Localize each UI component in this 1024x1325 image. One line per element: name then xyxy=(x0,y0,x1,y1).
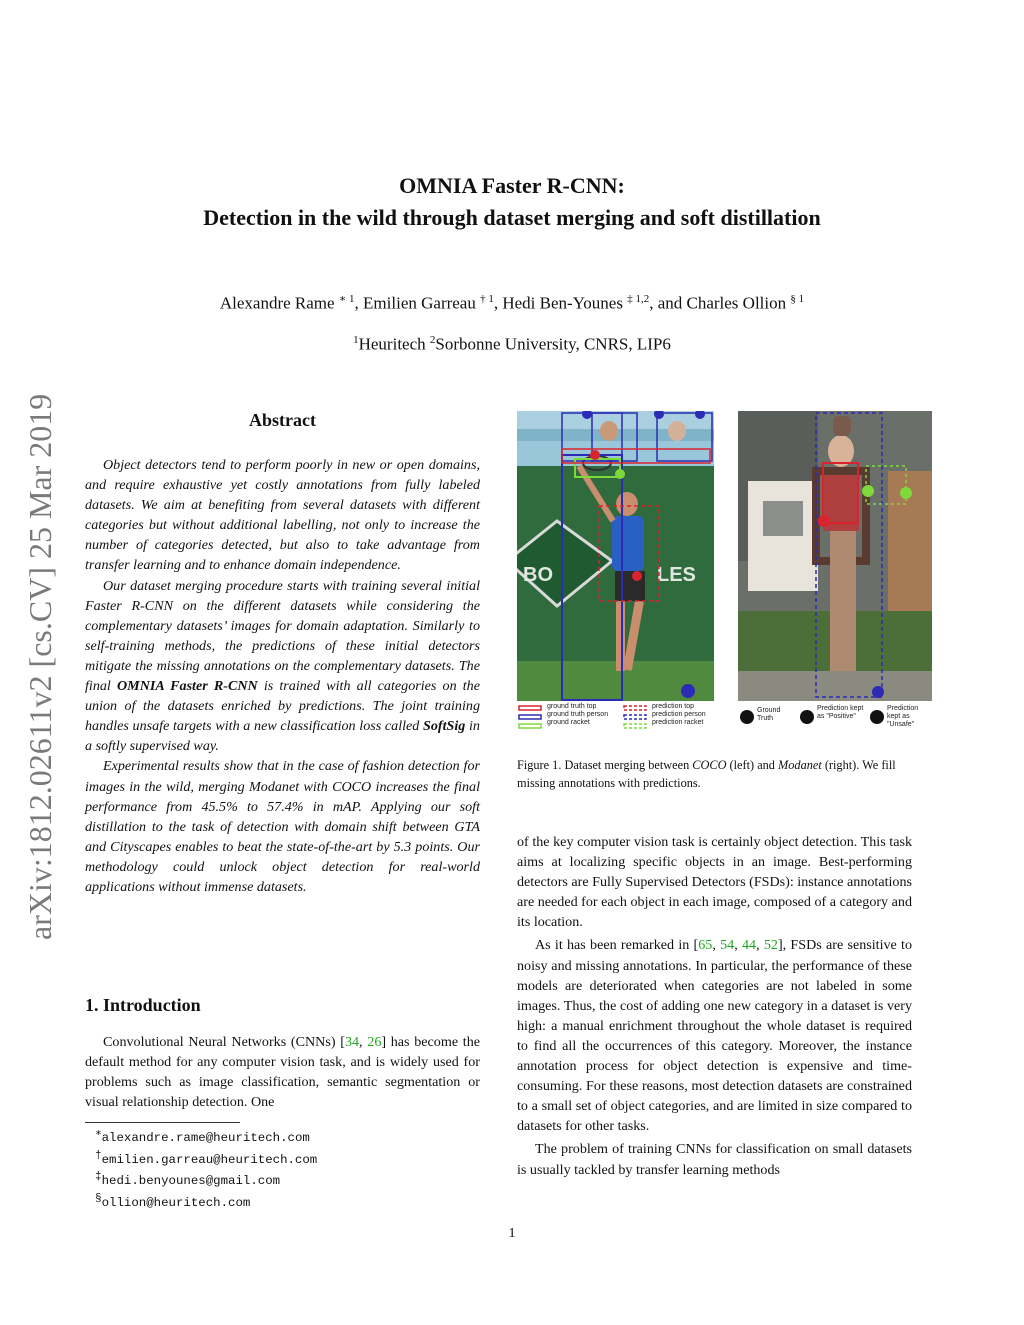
abstract-paragraph-3: Experimental results show that in the case of fashion detection for images in the wild, merging Modanet with COCO increases the final performance from 45.5% to 57.4% in mAP. Applying our soft distillation to the task of detection with domain shift between GTA and Cityscapes enables to beat the state-of-the-art by 5.3 points. Our methodology could unlock object detection for real-world applications without immense datasets. xyxy=(85,758,480,895)
arxiv-stamp: arXiv:1812.02611v2 [cs.CV] 25 Mar 2019 xyxy=(22,393,58,940)
intro-paragraph-1 xyxy=(85,1032,480,1112)
figure-caption xyxy=(517,757,912,792)
citation-link[interactable]: 44 xyxy=(742,937,757,954)
paper-title xyxy=(0,170,1024,234)
italic-run: Modanet xyxy=(778,758,822,772)
legend-label: prediction top xyxy=(652,703,695,710)
author-name: Charles Ollion xyxy=(686,293,787,313)
abstract-paragraph-1: Object detectors tend to perform poorly in new or open domains, and require exhaustive yet costly annotations from fully labeled datasets. We aim at benefiting from several datasets with different categories but without additional labelling, not only to increase the number of categories detected, but also to take advantage from transfer learning and to enhance domain independence. xyxy=(85,457,480,574)
citation-link[interactable]: 65 xyxy=(698,937,713,954)
svg-text:BO: BO xyxy=(523,564,553,586)
figure-image-modanet xyxy=(738,411,932,701)
text-run: , xyxy=(359,1034,368,1050)
footnotes xyxy=(95,1126,317,1213)
text-run: ], FSDs are sensitive to noisy and missing annotations. In particular, the performance of these models are deteriorated when categories are not labeled in some images. Thus, the cost of adding one new category in a dataset is very high: a manual enrichment throughout the whole dataset is required to find all the occurrences of this category. Moreover, the instance annotation process for object detection is expensive and time-consuming. For these reasons, most detection datasets are constrained to a small set of object categories, and are limited in size compared to datasets for other tasks. xyxy=(517,937,913,1135)
figure-legend xyxy=(517,703,932,735)
affiliations xyxy=(0,327,1024,358)
modanet-fashion-photo xyxy=(738,411,932,701)
citation-link[interactable]: 26 xyxy=(367,1034,382,1050)
legend-label: ground truth top xyxy=(547,703,597,710)
figure-image-coco xyxy=(517,411,714,701)
footnote xyxy=(95,1191,317,1213)
legend-ground-truth-group xyxy=(547,703,608,727)
footnote xyxy=(95,1126,317,1148)
footnote-text: ollion@heuritech.com xyxy=(101,1196,251,1210)
abstract-heading: Abstract xyxy=(249,410,316,430)
footnote-text: alexandre.rame@heuritech.com xyxy=(101,1131,310,1146)
italic-run: COCO xyxy=(692,758,727,772)
section-heading-introduction: 1. Introduction xyxy=(85,995,201,1015)
affil-sup: 1 xyxy=(353,334,359,346)
author-list: Alexandre Rame $^{∗ 1}$, Emilien Garreau $^{\dagger 1}$, Hedi Ben-Younes $^{\ddagger 1,2}$, and Charles Ollion $^{\S 1}$ xyxy=(219,293,805,313)
bold-run: OMNIA Faster R-CNN xyxy=(116,678,258,695)
body-paragraph: of the key computer vision task is certainly object detection. This task aims at localizing specific objects in an image. Best-performing detectors are Fully Supervised Detectors (FSDs): instance annotations are needed for each object in each image, composed of a category and its location. xyxy=(517,834,912,931)
affil-sup: 2 xyxy=(429,334,436,346)
footnote-mark: ∗ xyxy=(95,1128,102,1140)
body-paragraph: As it has been remarked in [65, 54, 44, 52], FSDs are sensitive to noisy and missing annotations. In particular, the performance of these models are deteriorated when categories are not labeled in some images. Thus, the cost of adding one new category in a dataset is very high: a manual enrichment throughout the whole dataset is required to find all the occurrences of this category. Moreover, the instance annotation process for object detection is expensive and time-consuming. For these reasons, most detection datasets are constrained to a small set of object categories, and are limited in size compared to datasets for other tasks. xyxy=(517,937,913,1135)
legend-label: Prediction kept as "Positive" xyxy=(817,705,864,720)
legend-label: ground truth person xyxy=(547,711,609,718)
affil-heuritech: Heuritech xyxy=(358,334,426,354)
author-name: Hedi Ben-Younes xyxy=(502,293,623,313)
citation-link[interactable]: 52 xyxy=(763,937,778,954)
author-name: Alexandre Rame xyxy=(219,293,335,313)
title-line-1: OMNIA Faster R-CNN: xyxy=(399,173,625,198)
footnote-text: emilien.garreau@heuritech.com xyxy=(101,1152,318,1167)
text-run: (right). We fill missing annotations with predictions. xyxy=(517,758,896,790)
legend-label: Ground Truth xyxy=(757,707,781,722)
abstract-paragraph-2 xyxy=(85,576,480,757)
author-sup: † 1 xyxy=(480,293,494,305)
abstract-body xyxy=(85,455,480,897)
legend-label: prediction racket xyxy=(652,719,704,726)
footnote-mark: ‡ xyxy=(95,1171,102,1184)
text-run: As it has been remarked in [ xyxy=(535,937,699,954)
text-run: Figure 1. Dataset merging between xyxy=(517,758,693,772)
legend-label: Prediction kept as "Unsafe" xyxy=(887,705,919,728)
svg-text:LES: LES xyxy=(657,564,696,586)
text-run: Our dataset merging procedure starts with training several initial Faster R-CNN on the different datasets while considering the complementary datasets’ images for domain adaptation. Similarly to self-training methods, the predictions of these initial detectors mitigate the missing annotations on the complementary datasets. The final xyxy=(85,577,480,695)
text-run: (left) and xyxy=(726,758,779,772)
text-run: is trained with all categories on the union of the datasets enriched by predictions. The joint training handles unsafe targets with a new classification loss called xyxy=(85,678,480,735)
author-sup: ∗ 1 xyxy=(338,293,355,305)
affil-sorbonne: Sorbonne University, CNRS, LIP6 xyxy=(435,334,671,354)
page-number: 1 xyxy=(508,1226,516,1241)
author-sup: § 1 xyxy=(790,293,805,305)
legend-label: ground racket xyxy=(547,719,590,726)
citation-link[interactable]: 34 xyxy=(344,1034,360,1050)
author-sup: ‡ 1,2 xyxy=(627,293,650,305)
title-line-2: Detection in the wild through dataset merging and soft distillation xyxy=(203,205,821,230)
bold-run: SoftSig xyxy=(423,718,466,735)
author-name: Emilien Garreau xyxy=(363,293,476,313)
footnote-text: hedi.benyounes@gmail.com xyxy=(101,1174,281,1189)
text-run: Convolutional Neural Networks (CNNs) [ xyxy=(103,1034,345,1050)
text-run: ] has become the default method for any computer vision task, and is widely used for problems such as image classification, semantic segmentation or visual relationship detection. One xyxy=(85,1034,480,1111)
footnote-mark: § xyxy=(95,1192,102,1205)
text-run: in a softly supervised way. xyxy=(85,718,480,755)
legend-prediction-group xyxy=(652,703,706,727)
citation-link[interactable]: 54 xyxy=(720,937,735,954)
footnote xyxy=(95,1169,317,1191)
legend-label: prediction person xyxy=(652,711,706,718)
body-paragraph: The problem of training CNNs for classification on small datasets is usually tackled by transfer learning methods xyxy=(517,1141,912,1178)
footnote xyxy=(95,1148,317,1170)
footnote-rule xyxy=(85,1122,240,1123)
coco-tennis-photo xyxy=(517,411,714,701)
right-column-body xyxy=(517,832,912,1180)
intro-body xyxy=(85,1032,480,1112)
footnote-mark: † xyxy=(95,1149,102,1162)
